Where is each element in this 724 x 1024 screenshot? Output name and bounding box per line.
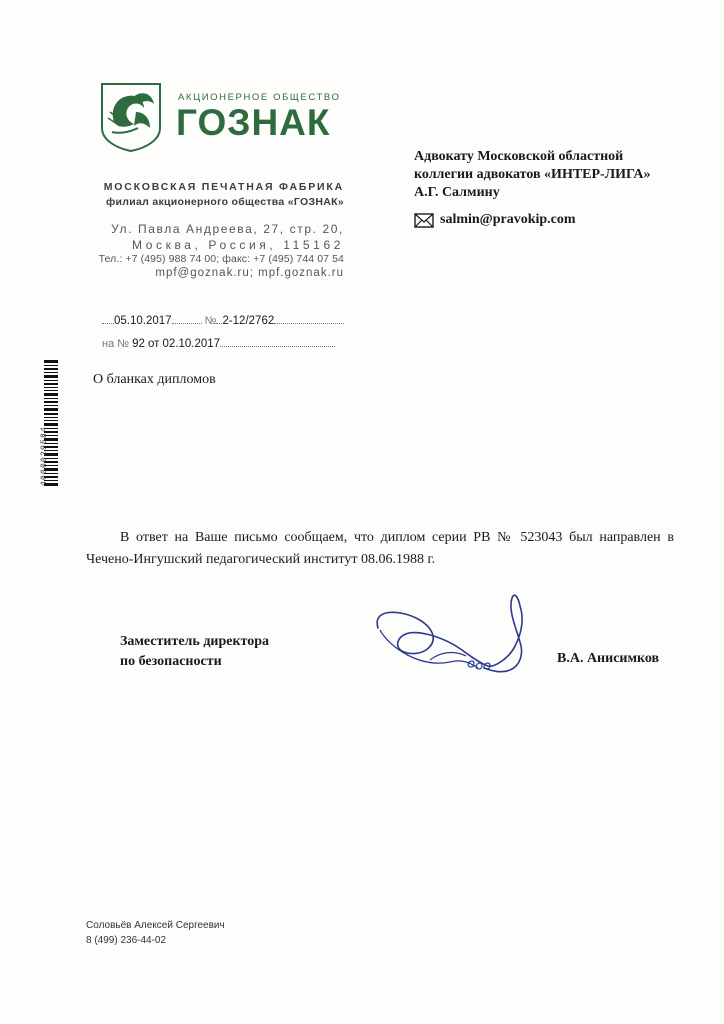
signer-name: В.А. Анисимков xyxy=(557,651,660,666)
handwritten-signature xyxy=(370,588,540,688)
recipient-line: А.Г. Салмину xyxy=(414,185,500,200)
address-street: Ул. Павла Андреева, 27, стр. 20, xyxy=(111,222,344,236)
recipient-email-row xyxy=(414,212,576,228)
executor-name: Соловьёв Алексей Сергеевич xyxy=(86,920,225,931)
executor-phone: 8 (499) 236-44-02 xyxy=(86,935,167,946)
letter-subject: О бланках дипломов xyxy=(93,372,216,387)
outgoing-number: 2-12/2762 xyxy=(222,315,275,327)
outgoing-registration xyxy=(102,314,344,327)
number-label: № xyxy=(204,315,217,327)
goznak-emblem-logo xyxy=(100,82,162,152)
envelope-icon xyxy=(414,213,434,228)
signer-title-line: Заместитель директора xyxy=(120,634,270,649)
company-name: ГОЗНАК xyxy=(176,102,331,143)
ref-from: от xyxy=(147,338,160,350)
factory-subtitle: филиал акционерного общества «ГОЗНАК» xyxy=(106,196,344,208)
factory-name: МОСКОВСКАЯ ПЕЧАТНАЯ ФАБРИКА xyxy=(103,181,344,193)
outgoing-date: 05.10.2017 xyxy=(114,315,172,327)
company-type: АКЦИОНЕРНОЕ ОБЩЕСТВО xyxy=(178,92,341,103)
ref-number: 92 xyxy=(132,338,145,350)
letter-body: В ответ на Ваше письмо сообщаем, что диплом серии РВ № 523043 был направлен в Чечено-Ингушский педагогический институт 08.06.1988 г. xyxy=(86,530,674,567)
recipient-email[interactable]: salmin@pravokip.com xyxy=(440,212,576,227)
ref-prefix: на № xyxy=(102,338,130,350)
ref-date: 02.10.2017 xyxy=(162,338,221,350)
signer-title-line: по безопасности xyxy=(120,654,222,669)
incoming-reference xyxy=(102,337,335,350)
recipient-line: коллегии адвокатов «ИНТЕР-ЛИГА» xyxy=(414,167,651,182)
recipient-block xyxy=(414,148,651,202)
barcode-digits: 4000029584 xyxy=(40,425,49,486)
address-phone: Тел.: +7 (495) 988 74 00; факс: +7 (495) 744 07 54 xyxy=(98,253,344,265)
address-city: Москва, Россия, 115162 xyxy=(131,238,344,252)
address-web: mpf@goznak.ru; mpf.goznak.ru xyxy=(155,267,344,279)
signer-title xyxy=(120,632,269,672)
recipient-line: Адвокату Московской областной xyxy=(414,149,624,164)
